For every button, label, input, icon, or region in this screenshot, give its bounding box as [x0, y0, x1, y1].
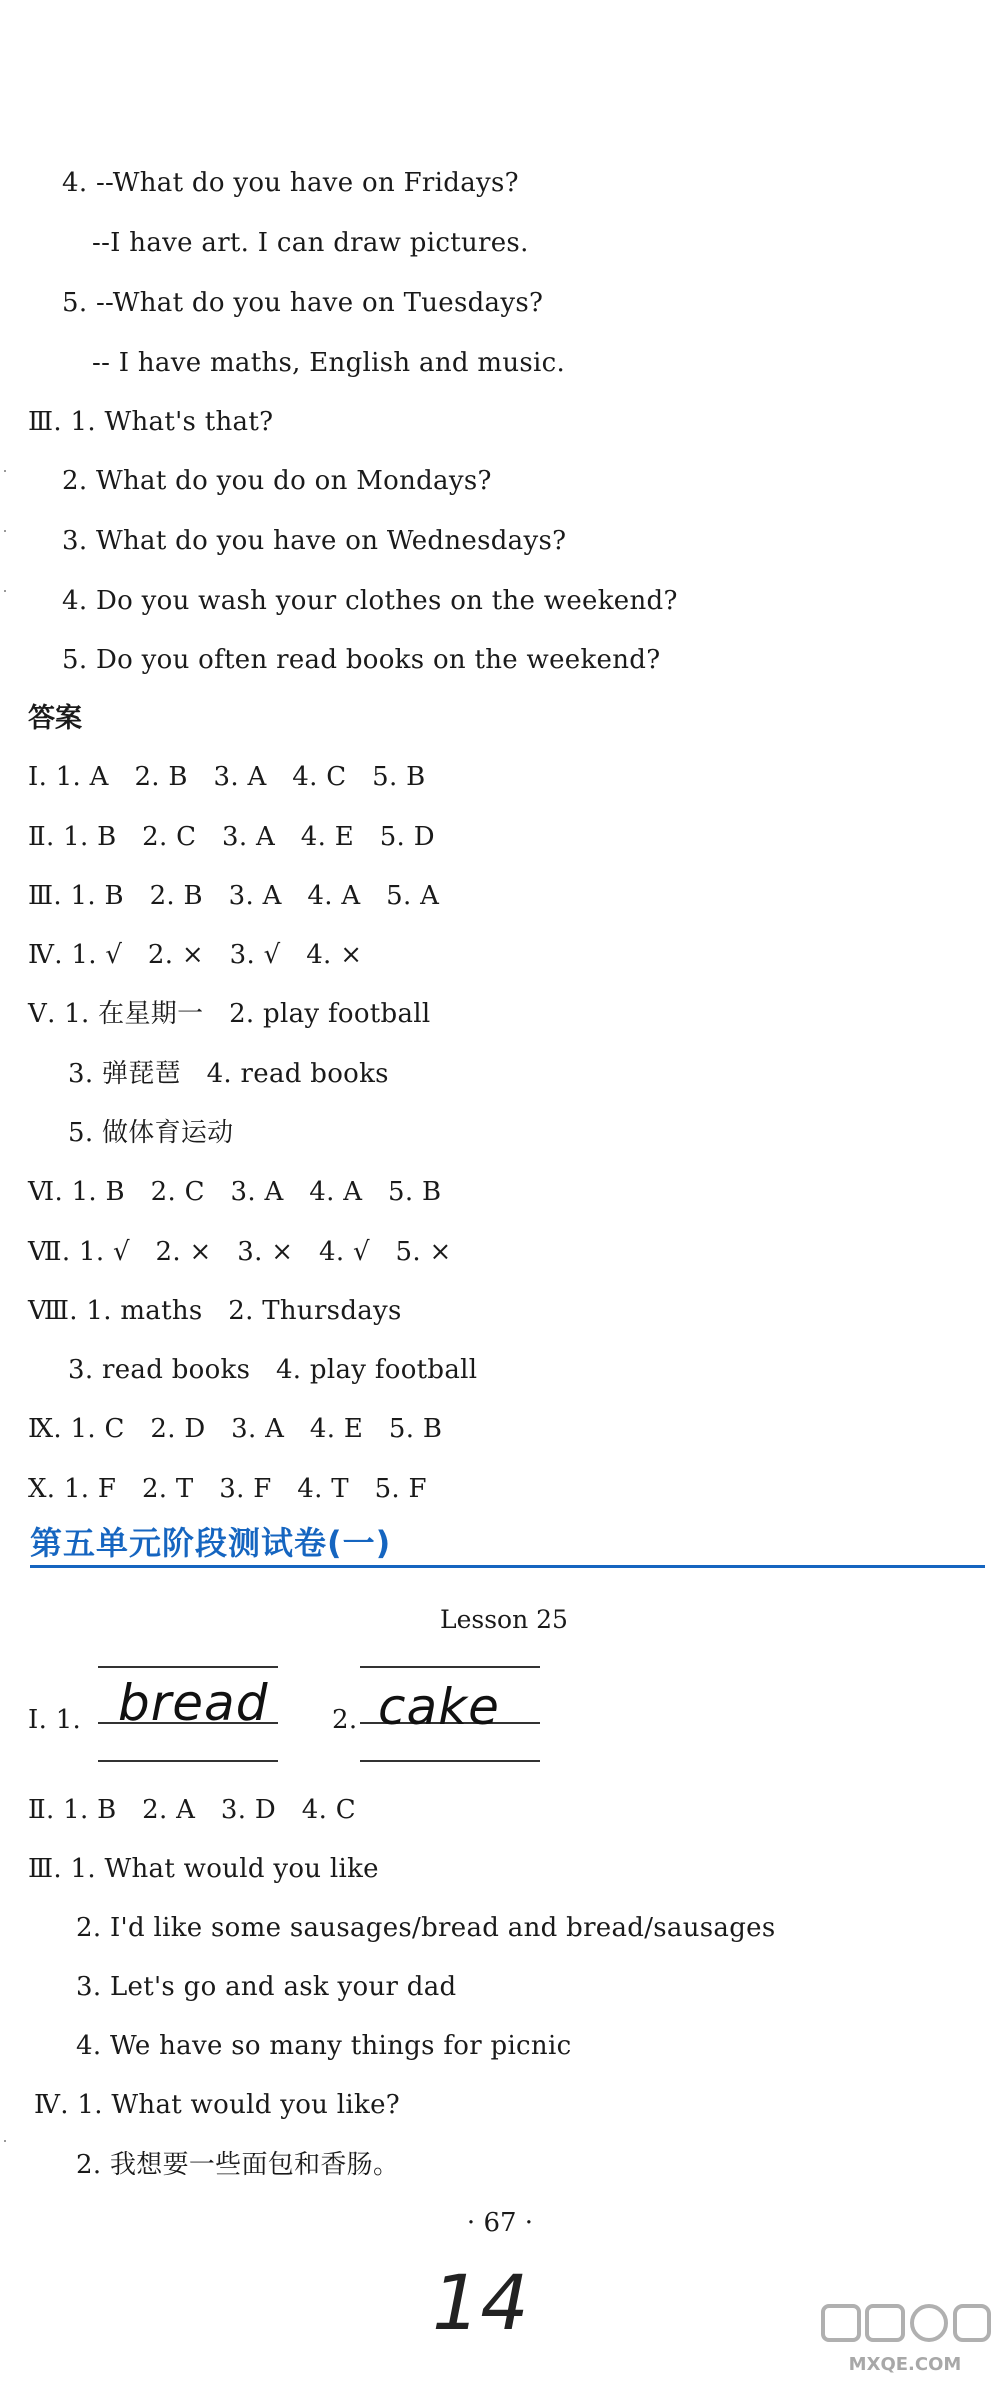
answer-line: Ⅴ. 1. 在星期一 2. play football: [28, 999, 431, 1029]
answer-line: 5. 做体育运动: [68, 1118, 234, 1148]
section-title: 第五单元阶段测试卷(一): [30, 1524, 392, 1562]
handwriting-prefix: Ⅰ. 1.: [28, 1705, 82, 1735]
answer-line: 3. 弹琵琶 4. read books: [68, 1059, 389, 1089]
answer-line: 4. We have so many things for picnic: [76, 2031, 572, 2061]
answers-heading: 答案: [28, 703, 82, 734]
scan-dot: [4, 590, 6, 592]
question-line: 2. What do you do on Mondays?: [62, 466, 492, 496]
handwriting-item2: 2.: [332, 1705, 358, 1735]
handwritten-number: 14: [432, 2258, 529, 2347]
watermark-logo: [815, 2300, 995, 2380]
question-line: Ⅲ. 1. What's that?: [28, 407, 274, 437]
answer-line: Ⅱ. 1. B 2. A 3. D 4. C: [28, 1795, 356, 1825]
answer-line: Ⅷ. 1. maths 2. Thursdays: [28, 1296, 402, 1326]
svg-text:MXQE.COM: MXQE.COM: [848, 2354, 962, 2375]
handwritten-word: bread: [118, 1674, 269, 1732]
answer-line: Ⅵ. 1. B 2. C 3. A 4. A 5. B: [28, 1177, 442, 1207]
question-line: 3. What do you have on Wednesdays?: [62, 526, 567, 556]
question-line: 5. --What do you have on Tuesdays?: [62, 288, 544, 318]
answer-line: 2. 我想要一些面包和香肠。: [76, 2150, 400, 2180]
answer-line: Ⅶ. 1. √ 2. × 3. × 4. √ 5. ×: [28, 1237, 452, 1267]
question-line: -- I have maths, English and music.: [92, 348, 566, 378]
answer-line: 3. Let's go and ask your dad: [76, 1972, 457, 2002]
answer-line: Ⅱ. 1. B 2. C 3. A 4. E 5. D: [28, 822, 435, 852]
answer-line: Ⅳ. 1. What would you like?: [34, 2090, 400, 2120]
answer-line: Ⅲ. 1. What would you like: [28, 1854, 379, 1884]
answer-line: Ⅲ. 1. B 2. B 3. A 4. A 5. A: [28, 881, 440, 911]
answer-line: Ⅹ. 1. F 2. T 3. F 4. T 5. F: [28, 1474, 427, 1504]
handwritten-word: cake: [378, 1678, 500, 1736]
question-line: --I have art. I can draw pictures.: [92, 228, 529, 258]
answer-line: Ⅸ. 1. C 2. D 3. A 4. E 5. B: [28, 1414, 443, 1444]
section-rule: [30, 1565, 985, 1568]
scan-dot: [4, 470, 6, 472]
question-line: 4. --What do you have on Fridays?: [62, 168, 519, 198]
question-line: 5. Do you often read books on the weekend?: [62, 645, 661, 675]
lesson-label: Lesson 25: [440, 1605, 568, 1634]
answer-line: 3. read books 4. play football: [68, 1355, 478, 1385]
question-line: 4. Do you wash your clothes on the weekend?: [62, 586, 678, 616]
answer-line: 2. I'd like some sausages/bread and bread/sausages: [76, 1913, 776, 1943]
answer-line: Ⅳ. 1. √ 2. × 3. √ 4. ×: [28, 940, 363, 970]
page-number: · 67 ·: [466, 2208, 534, 2238]
answer-line: Ⅰ. 1. A 2. B 3. A 4. C 5. B: [28, 762, 426, 792]
scan-dot: [4, 2140, 6, 2142]
scan-dot: [4, 530, 6, 532]
